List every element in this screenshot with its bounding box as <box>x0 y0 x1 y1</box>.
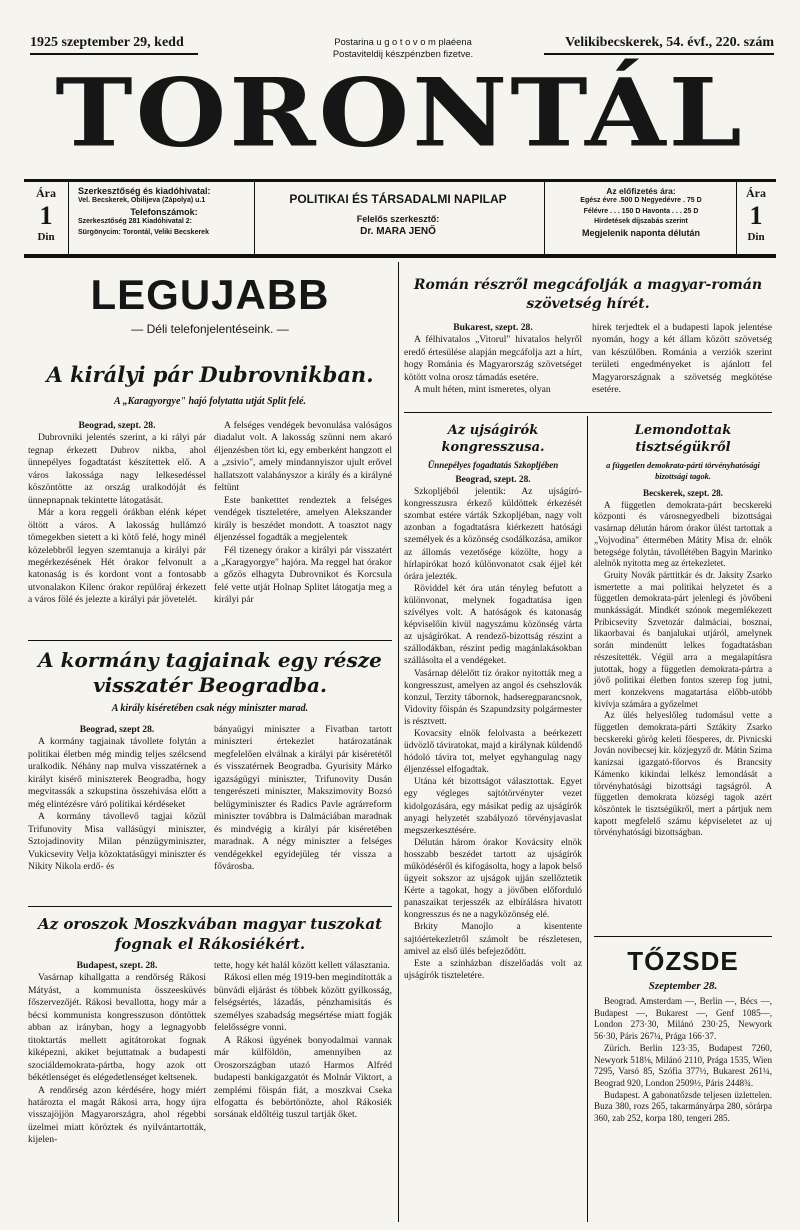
subheadline-lemondottak: a független demokrata-párti törvényhatósági bizottsági tagok. <box>606 461 760 481</box>
price-label-right: Ára <box>746 186 766 200</box>
article-kiralyi-col-2 <box>214 420 392 607</box>
paragraph: Brkity Manojlo a kisentente sajtóértekezletről számolt be részletesen, amivel az első ülés befejeződött. <box>404 922 582 957</box>
paragraph: Gruity Novák párttitkár és dr. Jaksity Zsarko ismertette a mai politikai helyzetet és a független demokrata-párt jelenlegi és jövőbeni munkásságát. Mindkét szónok megemlékezett Pribicsevity Szvetozár dalmáciai, bosznai, likaorbavai és banjalukai utjáról, amelynek során mindenütt lelkes fogadtatásban részesítették. Végül arra a megalapításra jutottak, hogy a független demokrata-pártra a jövő politikai életben fontos szerep fog jutni, mert konzekvens magatartása előbb-utóbb kivívja számára a győzelmet <box>594 569 772 709</box>
paragraph: Budapest. A gabonatőzsde teljesen üzlettelen. Buza 380, rozs 265, takarmányárpa 280, sörárpa 360, zab 252, korpa 180, tengeri 285. <box>594 1089 772 1124</box>
dateline: Becskerek, szept. 28. <box>643 488 723 498</box>
paragraph: Vasárnap kihallgatta a rendőrség Rákosi Mátyást, a kommunista összeesküvés főszervezőjét. Rákosi bevallotta, hogy már a bécsi kommunista kongresszuson döntöttek abban az irányban, hogy a legnagyobb titoktartás mellett agitátorokat fognak kiképezni, akiket bejuttatnak a budapesti szociáldemokrata-pártba, hogy azok ott békétlenséget és elégedetlenséget keltsenek. <box>28 972 206 1084</box>
article-separator <box>28 640 392 641</box>
paragraph: Röviddel két óra után tényleg befutott a különvonat, melynek fogadtatása igen szívélyes volt. A hatóságok és katonaság képviselőin kivül nagyszámu közönség várta az ujságírókat. A rendező-bizottság részint a szállodákban, részint pedig magánlakásokban szállásolta el a vendégeket. <box>404 583 582 667</box>
dateline: Budapest, szept. 28. <box>76 960 158 971</box>
masthead-rule-bottom <box>24 254 776 258</box>
subscription-title: Az előfizetés ára: <box>606 186 676 196</box>
headline-moszkva: Az oroszok Moszkvában magyar tuszokat fognak el Rákosiékért. <box>37 915 383 953</box>
newspaper-title: TORONTÁL <box>55 57 745 168</box>
editor-label: Felelős szerkesztő: <box>356 214 440 224</box>
paper-info <box>256 186 540 237</box>
paragraph: tette, hogy két halál között kellett választania. <box>214 960 390 971</box>
headline-kiralyi-par: A királyi pár Dubrovnikban. <box>46 362 374 387</box>
price-label: Ára <box>36 186 56 200</box>
paragraph: Kovacsity elnök felolvasta a beérkezett üdvözlő táviratokat, majd a királynak küldendő hódoló távira tot, melyet egyhangulag nagy éljenzéssel elfogadtak. <box>404 728 582 776</box>
postal-line-2: Postaviteldij készpénzben fizetve. <box>332 47 474 59</box>
article-roman-col-2 <box>592 322 772 397</box>
article-separator <box>404 412 772 413</box>
paragraph: A félhivatalos „Vitorul" hivatalos helyről eredő értesülése alapján megcáfolja azt a hírt, hogy Románia és Magyarország szövetséget kötött volna orosz támadás esetére. <box>404 334 582 383</box>
tozsde-date: Szeptember 28. <box>648 980 718 992</box>
column-divider-right <box>587 416 588 1222</box>
office-address: Vel. Becskerek, Obilijeva (Zápolya) u.1 <box>78 197 206 205</box>
paragraph: Az ülés helyeslőleg tudomásul vette a független demokrata-párti Sztákity Zsarko becskereki görög keleti főesperes, dr. Pivnicski Jován novibecsej kir. közjegyző dr. Mátin Szima kanizsai igazgató-főorvos és Brancsity Kámenko kikindai lelkész lemondását a törvényhatósági bizottsági tagságról. A független demokrata községi tagok azért köszöntek le tisztségükről, mert a pártjuk nem kapott megfelelő számu képviseletet az uj törvényhatósági bizottságban. <box>594 710 772 838</box>
masthead-rule-top <box>24 179 776 182</box>
article-moszkva-col-1 <box>28 960 206 1147</box>
dateline: Beograd, szept. 28. <box>78 420 156 431</box>
dateline: Bukarest, szept. 28. <box>453 322 533 333</box>
postal-line-1: Postarina u g o t o v o m plaéena <box>334 36 472 47</box>
price-unit-right: Din <box>747 231 765 243</box>
paragraph: A rendőrség azon kérdésére, hogy miért határozta el magát Rákosi arra, hogy újra visszajöjjön Magyarországra, ahol régebbi üzelmei miatt köröztek és nyilvántartották, kijelen- <box>28 1084 206 1146</box>
dateline: Beograd, szept. 28. <box>455 475 531 485</box>
divider-v3 <box>544 182 545 254</box>
publishing-note: Megjelenik naponta délután <box>581 227 700 238</box>
subscription-row-2: Félévre . . . 150 D Havonta . . . 25 D <box>583 207 699 215</box>
price-value-right: 1 <box>749 201 763 230</box>
masthead-date: 1925 szeptember 29, kedd <box>30 35 184 50</box>
section-title-legujabb: LEGUJABB <box>90 271 330 318</box>
postal-notice <box>268 36 538 59</box>
paragraph: Délután három órakor Kovácsity elnök hosszabb beszédet tartott az ujságírók működéséről és kifogásolta, hogy a lapok belső ügyeit sokszor az ujságok ujján szellőztetik Kérte a tagokat, hogy a jövőben előforduló panaszaikat terjesszék az elbírálásra hivatott kongresszus és ne a nagyközönség elé. <box>404 837 582 921</box>
paragraph: Zürich. Berlin 123·35, Budapest 7260, Newyork 518⅛, Milánó 2110, Prága 1535, Wien 7295, Varsó 85, Szófia 377½, Bukarest 261¼, Beograd 920, London 2509½, Páris 2448¾. <box>594 1042 772 1088</box>
phones: Szerkesztőség 281 Kiadóhivatal 2: <box>78 218 192 226</box>
subscription-row-1: Egész évre .500 D Negyedévre . 75 D <box>580 197 702 205</box>
masthead-location-year: Velikibecskerek, 54. évf., 220. szám <box>565 35 774 50</box>
column-divider-main <box>398 262 399 1222</box>
price-box-left <box>26 186 66 243</box>
office-info <box>78 186 250 238</box>
price-box-right <box>737 186 775 243</box>
article-separator <box>28 906 392 907</box>
article-roman-col-1 <box>404 322 582 397</box>
article-kormany-col-1 <box>28 724 206 873</box>
telegram-address: Sürgönycim: Torontál, Veliki Becskerek <box>78 228 209 236</box>
tozsde-separator <box>594 936 772 937</box>
tozsde-title: TŐZSDE <box>627 946 739 976</box>
paragraph: Utána két bizottságot választottak. Egyet egy végleges sajtótörvényter vezet kidolgozására, egy másikat pedig az ujságírók anyagi helyzetét szabályozó törvényjavaslat megszerkesztésére. <box>404 777 582 836</box>
tozsde-text <box>594 996 772 1125</box>
headline-roman: Román részről megcáfolják a magyar-román szövetség hírét. <box>413 277 763 312</box>
article-kormany-col-2 <box>214 724 392 873</box>
subheadline-ujsagirok: Ünnepélyes fogadtatás Szkopljében <box>427 460 559 470</box>
article-moszkva-col-2 <box>214 960 392 1122</box>
section-subtitle: — Déli telefonjelentéseink. — <box>131 322 289 336</box>
paragraph: A független demokrata-párt becskereki központi és városnegyedbeli bizottságai vasárnap délután három órakor ülést tartottak a „Vojvodina" éttermében Mátity Misa dr. elnök betegsége folytán, távollétében Bagyin Marinko alelnök nyitotta meg az értekezletet. <box>594 499 772 569</box>
date-underline <box>30 53 198 55</box>
paragraph: Vasárnap délelőtt tíz órakor nyitották meg a kongresszust, amelyen az angol és csehszlovák konzul, Terzity tábornok, hadseregparancsnok, Vidovity főispán és Szapundzsity polgármester is résztvett. <box>404 668 582 727</box>
paragraph: Már a kora reggeli órákban elénk képet öltött a város. A lakosság hullámzó tömegekben sietett a ki kötő felé, hogy minél közelebbről legyen szemtanuja a királyi pár megérkezésének Hét órakor felvonult a katonaság is és kordont vont a fontosabb utvonalakon Kilenc órakor repülőraj érkezett a város fölé és jelezte a királyi pár jövetelét. <box>28 507 206 606</box>
paper-type: POLITIKAI ÉS TÁRSADALMI NAPILAP <box>289 192 507 206</box>
paragraph: Beograd. Amsterdam —, Berlin —, Bécs —, Budapest —, Bukarest —, Genf 1085—, London 273·30, Milánó 230·25, Newyork 56·30, Páris 267¼, Prága 166·37. <box>594 996 772 1042</box>
subheadline-kiralyi-par: A „Karagyorgye" hajó folytatta utját Split felé. <box>114 396 306 407</box>
headline-kormany: A kormány tagjainak egy része visszatér Beogradba. <box>38 648 382 697</box>
paragraph: Este banketttet rendeztek a felséges vendégek tiszteletére, amelyen Alekszander király is beszédet mondott. A toasztot nagy éljenzéssel fogadták a megjelentek <box>214 494 392 544</box>
paragraph: Dubrovniki jelentés szerint, a ki rályi pár tegnap érkezett Dubrov nikba, ahol ünnepélyes fogadtatást készítettek elő. A város lakossága nagy lelkesedéssel köszöntötte az ország uralkodóját és ünnepnapnak tekintette látogatását. <box>28 432 206 506</box>
paragraph: hírek terjedtek el a budapesti lapok jelentése nyomán, hogy a két állam között szövetség van készülőben. Románia a verziók szerint területi engedményeket is ajánlott fel Magyarországnak a szövetség megkötése esetére. <box>592 322 772 396</box>
paragraph: A Rákosi ügyének bonyodalmai vannak már külföldön, amennyiben az Oroszországban utazó Harmos Alfréd budapesti bankigazgatót és Molnár Viktort, a zemplémi főispán fiát, a moszkvai Cseka elfogatta és bebörtönözte, ahol Rákosiék sorsának eldőltéig tuszul tartják őket. <box>214 1034 392 1121</box>
dateline: Beograd, szept 28. <box>79 724 155 735</box>
article-ujsagirok-col <box>404 474 582 982</box>
article-kiralyi-col-1 <box>28 420 206 607</box>
paragraph: A felséges vendégek bevonulása valóságos diadalut volt. A lakosság szünni nem akaró éljenzésben tört ki, egy emberként hangzott el a „zsivio", amely mindannyiszor ujult erővel hallatszott valahányszor a király és a királyné feltünt <box>214 420 392 494</box>
editor-name: Dr. MARA JENŐ <box>360 226 436 237</box>
headline-lemondottak: Lemondottak tisztségükről <box>634 423 732 455</box>
paragraph: A kormány távollevő tagjai közül Trifunovity Misa vallásügyi miniszter, Sztojadinovity Milan pénzügyminiszter, Vukicsevity Velja közoktatásügyi miniszter és Nikity Nikola erdő- és <box>28 811 206 872</box>
price-unit: Din <box>37 231 55 243</box>
headline-ujsagirok: Az ujságirók kongresszusa. <box>441 423 545 455</box>
subheadline-kormany: A király kiséretében csak négy miniszter marad. <box>111 703 309 714</box>
paragraph: bányaügyi miniszter a Fivatban tartott miniszteri értekezlet határozatának megfelelően elválnak a királyi pár kiséretétől és visszatérnek Beogradba. Gyurisity Márko igazságügyi miniszter, Trifunovity Dusán tengerészeti miniszter, Makszimovity Bozsó belügyminiszter és Radics Pavle agrárreform miniszter továbbra is Dalmáciában maradnak és mindvégig a királyi pár kiséretében maradnak. A négy miniszter a felséges vendégekkel egyidejüleg tér vissza a fővárosba. <box>214 724 392 872</box>
phones-label: Telefonszámok: <box>130 206 198 217</box>
paragraph: Este a szinházban díszelőadás volt az ujságírók tiszteletére. <box>404 958 582 981</box>
divider-v1 <box>68 182 69 254</box>
article-lemondottak-col <box>594 488 772 839</box>
ads-note: Hirdetések díjszabás szerint <box>594 218 688 226</box>
paragraph: Szkopljéból jelentik: Az ujságíró-kongresszusra érkező küldöttek érkezését szombat estére várták Szkopljéban, nagy volt azonban a fogadtatásra kiérkezett hatósági személyek és a közönség csodálkozása, amikor az állomás vezetősége közölte, hogy a hírlapirókat hozó különvonatot csak éjjel két órára jelezték. <box>404 487 582 582</box>
paragraph: A mult héten, mint ismeretes, olyan <box>414 384 551 396</box>
paragraph: Fél tizenegy órakor a királyi pár visszatért a „Karagyorgye" hajóra. Ma reggel hat órakor a gőzös elhagyta Dubrovnikot és Korcsula felé vette utját Holnap Splitet látogatja meg a királyi pár <box>214 544 392 606</box>
divider-v2 <box>254 182 255 254</box>
paragraph: A kormány tagjainak távollete folytán a politikai életben még mindig teljes szélcsend uralkodik. Néhány nap mulva visszatérnek a királyt kisérő miniszterek Beogradba, hogy megvitassák a szkupstina összehivása előtt a még elintézésre váró politikai kérdéseket <box>28 736 206 810</box>
paragraph: Rákosi ellen még 1919-ben megindították a bünvádi eljárást és többek között gyilkosság, felségsértés, lázadás, pénzhamisítás és személyes szabadság megsértése miatt fogják felelősségre vonni. <box>214 972 392 1034</box>
price-value: 1 <box>39 201 53 230</box>
office-label: Szerkesztőség és kiadóhivatal: <box>78 186 211 196</box>
subscription-info <box>548 186 734 238</box>
location-underline <box>544 53 774 55</box>
